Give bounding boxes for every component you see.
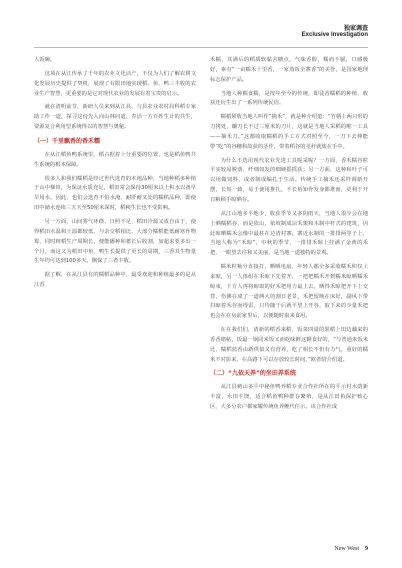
page-number: 9 (365, 546, 368, 552)
left-column (34, 56, 196, 295)
paragraph: 这项在从江传承了千年的农业文化活产，不仅为人们了解农耕文化发展历史提供了契机，展现了有限田地实现稻、鱼、鸭三丰收的农业生产智慧，更重要的是它对现代农业的发展有着宝贵的启示。 (34, 70, 196, 97)
page-footer (334, 546, 368, 552)
paragraph: 从江县刺山多平中秘鱼鸭养稻专业合作社所在的平示村水荫新丰富，水田丰饶，适合稻鱼鸭种群存繁殖，是从江田鱼保护核心区，大多分农户都家耀传统鱼养鲤代任示。该合作社成 (210, 384, 368, 411)
header-column-cn: 独家调查 (343, 25, 368, 32)
right-column (210, 56, 368, 417)
paragraph: 禾糯，其满后的稻质软黏舍糖点，气味香醇，糯而不腻，口感极好，素有“一亩糯禾十里香，一家蒸饭全寨香”的美誉，是国家地理标志保护产品。 (210, 57, 368, 83)
section-heading: （一）千里飘香的香禾糯 (34, 137, 101, 145)
paragraph: 在从江稻鱼鸭系统里，稻占据着十分重要的位置，也是稻鱼鸭共生系统的根本保障。 (34, 151, 196, 168)
paragraph: 在在我们们，清新的稻香来稻，饭菜四溢的果稻上田边藕来的香香绪帖，饭最一锅同米饭又而吃味鲜这颗食好的，“与普通米饭米比，糯稻蓝香由新供似又有营养，吃了相长不但有力气，重好的糯米不对影来，在高路下可以存放较长时间，”欧者陪介绍道。 (210, 327, 368, 363)
magazine-name: New West (334, 546, 359, 552)
header-divider (34, 47, 368, 48)
paragraph: 据了解，在从江县有的糯稻品种中，最受欢迎和种植最多的是从江香 (34, 272, 196, 289)
section-heading: （二）“九依天养”的坐田养系统 (210, 370, 296, 378)
paragraph: 人饭碗。 (34, 57, 56, 63)
paragraph: 很多人和我们糯稻是经过世代选育的本地品种，当地种稻多种植于山中梯田，为保证水质充足，稻田常会保持30厘米以上积水以备早旱用水，因此，也们会选育不怕水淹、耐肝耐叉处的糯稻品种，即使田中储水连续三五天至50厘米深时，稻秧生长也不受影响。 (34, 175, 196, 212)
paragraph: 另一方面，山间雾气环绕、日照不足，稻田冷源又成自由于，使得稻田水温和土温都较低，与杂交稻相比，大部分糯稻能低耐寒作物霉，同时植稻生产周期长，便能播种和蓄长后收割，加超来要多出一个月。而这又为稻田中鱼、鸭生长提供了更长的周期，三香其生物量生年均可达到100多天，侧保了三者丰收。 (34, 218, 196, 265)
paragraph: 就在清明前节，新研人员来到从江县，与县农业农村局科稻专家助工作一道，探寻这份先人向山林问道，寿活一方百姓生计的共生，资源复合利用型系统得以的智慧与奥秘。 (34, 104, 196, 131)
header-column-en: Exclusive Investigation (301, 32, 368, 38)
paragraph: 从江山地多平地少，收获季节又多阴雨天，当地人很少会在地上晒糯稻谷，而是依山，依坡制成凉禾架和木制中杆式的建筑，因此晾晒糯禾会像中最柱在边清村寨。寨近水制的一排排两等子上，当地人称为“禾晾”，中秋的季节，一排排禾晾上挂满了金黄的禾把，一眼望去往和又美丽，是当地一道独特的景观。 (210, 210, 368, 257)
paragraph: 为什么不选用现代农业先进工具呢采呢？一方面，香禾糯谷粒平实较易脱落，纤细如发的细硬摇摇获；另一方面，这种和叶子可以用做饲料，或者制成编扎于生活。传统手工摘禾还采样调新开摆，长短一致，易于使用推扎，不长裕知骨发身都堆而，更利于开日粮顾手晾晒存。 (210, 157, 368, 203)
paragraph: 糯稻须收当地人叫作“摘禾”，就是种介绍道：“竹柄上两只形的刀拷处，镰刀长不过三厘米的刀片，这就是当地人采稻的唯一工具——摘禾刀。”这都收取糯稻的手工方式对照至今，一刀下去伸能带“吃”的谷穗和故获的茎作，带着稻谷的茎秆就簇在手中。 (210, 114, 368, 150)
paragraph: 当地人种糯食糯，是按年至今的传统，即徒香糯稻的种植、收获还衍生出了一系列传统民俗。 (210, 90, 368, 107)
paragraph: 糯米粒籼分直接打，晒晒电扇，年轻人都全多采收糯禾积仅上来晾，另一人体组在禾晾下先着开，一把把糯禾开到糯米晾晒糯禾晾束，下方人再将晾取的好禾把用力最上去，晒得禾晾把开下上交替，伤佛在成了一道缚大的割日老景，禾把留晚在床好，副风下带扫晾着禾谷而得雷，只待随干后就平望上开谷，取下来的少量禾把也会在在房前家里后，以便随时取来食用。 (210, 264, 368, 320)
